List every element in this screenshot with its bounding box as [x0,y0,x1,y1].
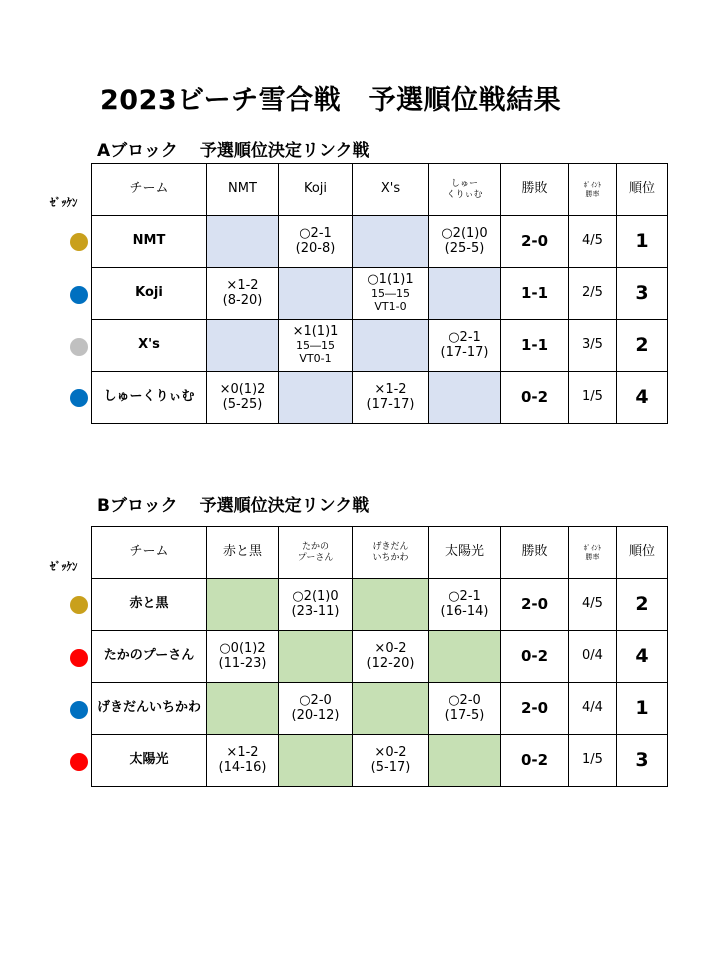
zekken-dot [70,649,88,667]
block-subtitle: 予選順位決定リンク戦 [199,141,370,161]
block-title-a [97,136,370,161]
win-loss-record: 0-2 [501,735,569,787]
result-line: (5-17) [370,759,411,775]
match-result [279,579,353,631]
text-line: Koji [303,181,328,197]
empty-match-cell [353,579,429,631]
result-line: 15―15 [371,287,410,301]
text-line: ﾎﾟｲﾝﾄ [583,181,602,190]
point-win-rate: 2/5 [569,268,617,320]
block-name: Aブロック [97,141,178,161]
result-line: ○1(1)1 [367,272,414,288]
page-title: 2023ビーチ雪合戦 予選順位戦結果 [100,85,562,116]
team-row [92,735,668,787]
team-row [92,683,668,735]
zekken-dot [70,233,88,251]
match-result [353,735,429,787]
result-line: ○2-0 [448,692,481,708]
result-line: (16-14) [440,603,489,619]
text-line: 順位 [628,181,655,197]
result-line: VT1-0 [374,299,407,313]
text-line: たかの [301,542,329,553]
point-win-rate: 0/4 [569,631,617,683]
result-line: ○2(1)0 [292,588,339,604]
match-result [207,372,279,424]
column-header [279,164,353,216]
empty-match-cell [207,320,279,372]
empty-match-cell [353,683,429,735]
column-header [617,527,668,579]
column-header [569,164,617,216]
result-line: (8-20) [222,292,263,308]
empty-match-cell [279,631,353,683]
column-header [501,527,569,579]
text-line: X's [380,181,401,197]
zekken-dot [70,701,88,719]
result-line: (20-8) [295,240,336,256]
result-line: 15―15 [296,339,335,353]
column-header [92,527,207,579]
win-loss-record: 2-0 [501,216,569,268]
match-result [353,631,429,683]
result-line: (12-20) [366,655,415,671]
column-header [569,527,617,579]
zekken-dot [70,389,88,407]
team-name: Koji [92,268,207,320]
empty-match-cell [207,579,279,631]
result-line: ×1-2 [226,744,259,760]
empty-match-cell [353,216,429,268]
text-line: ﾎﾟｲﾝﾄ [583,544,602,553]
result-line: ×1-2 [374,381,407,397]
column-header [429,527,501,579]
block-subtitle: 予選順位決定リンク戦 [199,496,370,516]
zekken-dot [70,338,88,356]
result-line: VT0-1 [299,351,332,365]
zekken-label: ｾﾞｯｹﾝ [50,196,78,209]
empty-match-cell [353,320,429,372]
text-line: 太陽光 [444,544,484,560]
column-header [353,164,429,216]
result-line: (17-17) [440,344,489,360]
text-line: 順位 [628,544,655,560]
header-row [92,527,668,579]
column-header [92,164,207,216]
empty-match-cell [429,631,501,683]
match-result [429,216,501,268]
text-line: 勝敗 [521,544,548,560]
result-line: ○2-0 [299,692,332,708]
results-table-b [91,526,668,787]
team-name: 太陽光 [92,735,207,787]
zekken-dot [70,286,88,304]
column-header [617,164,668,216]
empty-match-cell [279,268,353,320]
team-name: たかのプーさん [92,631,207,683]
result-line: (20-12) [291,707,340,723]
rank: 1 [617,683,668,735]
results-table-a [91,163,668,424]
text-line: NMT [228,181,257,197]
column-header [501,164,569,216]
team-name: げきだんいちかわ [92,683,207,735]
match-result [279,320,353,372]
text-line: 赤と黒 [222,544,262,560]
result-line: (11-23) [218,655,267,671]
block-name: Bブロック [97,496,178,516]
win-loss-record: 2-0 [501,579,569,631]
result-line: ○2-1 [299,225,332,241]
result-line: ○2(1)0 [441,225,488,241]
text-line: しゅー [450,179,478,190]
team-name: 赤と黒 [92,579,207,631]
result-line: ×0-2 [374,640,407,656]
empty-match-cell [279,372,353,424]
result-line: (17-17) [366,396,415,412]
empty-match-cell [279,735,353,787]
result-line: (14-16) [218,759,267,775]
text-line: チーム [129,181,169,197]
match-result [207,268,279,320]
match-result [207,631,279,683]
header-row [92,164,668,216]
point-win-rate: 4/5 [569,579,617,631]
text-line: 勝敗 [521,181,548,197]
column-header [429,164,501,216]
result-line: ×0-2 [374,744,407,760]
match-result [353,268,429,320]
result-line: ○0(1)2 [219,640,266,656]
result-line: ×1(1)1 [292,324,339,340]
block-title-b [97,491,369,516]
point-win-rate: 1/5 [569,735,617,787]
match-result [207,735,279,787]
point-win-rate: 1/5 [569,372,617,424]
match-result [429,683,501,735]
team-row [92,372,668,424]
team-row [92,216,668,268]
team-row [92,579,668,631]
zekken-dot [70,753,88,771]
team-row [92,268,668,320]
rank: 1 [617,216,668,268]
win-loss-record: 1-1 [501,320,569,372]
text-line: げきだん [372,542,409,553]
win-loss-record: 1-1 [501,268,569,320]
column-header [353,527,429,579]
empty-match-cell [429,735,501,787]
result-line: (17-5) [444,707,485,723]
team-name: しゅーくりぃむ [92,372,207,424]
result-line: (25-5) [444,240,485,256]
match-result [279,683,353,735]
text-line: チーム [129,544,169,560]
result-line: ×0(1)2 [219,381,266,397]
team-name: NMT [92,216,207,268]
team-row [92,320,668,372]
point-win-rate: 4/5 [569,216,617,268]
win-loss-record: 0-2 [501,372,569,424]
empty-match-cell [207,216,279,268]
result-line: (5-25) [222,396,263,412]
text-line: 勝率 [585,552,600,561]
result-line: (23-11) [291,603,340,619]
match-result [429,320,501,372]
rank: 3 [617,735,668,787]
result-line: ×1-2 [226,277,259,293]
win-loss-record: 0-2 [501,631,569,683]
team-row [92,631,668,683]
point-win-rate: 3/5 [569,320,617,372]
match-result [279,216,353,268]
empty-match-cell [207,683,279,735]
result-line: ○2-1 [448,588,481,604]
point-win-rate: 4/4 [569,683,617,735]
column-header [207,164,279,216]
rank: 4 [617,631,668,683]
rank: 2 [617,579,668,631]
text-line: くりぃむ [446,189,483,200]
empty-match-cell [429,372,501,424]
match-result [429,579,501,631]
column-header [279,527,353,579]
text-line: プーさん [297,552,334,563]
text-line: 勝率 [585,189,600,198]
rank: 3 [617,268,668,320]
team-name: X's [92,320,207,372]
zekken-dot [70,596,88,614]
column-header [207,527,279,579]
zekken-label: ｾﾞｯｹﾝ [50,560,78,573]
result-line: ○2-1 [448,329,481,345]
empty-match-cell [429,268,501,320]
rank: 2 [617,320,668,372]
text-line: いちかわ [372,552,409,563]
rank: 4 [617,372,668,424]
win-loss-record: 2-0 [501,683,569,735]
match-result [353,372,429,424]
